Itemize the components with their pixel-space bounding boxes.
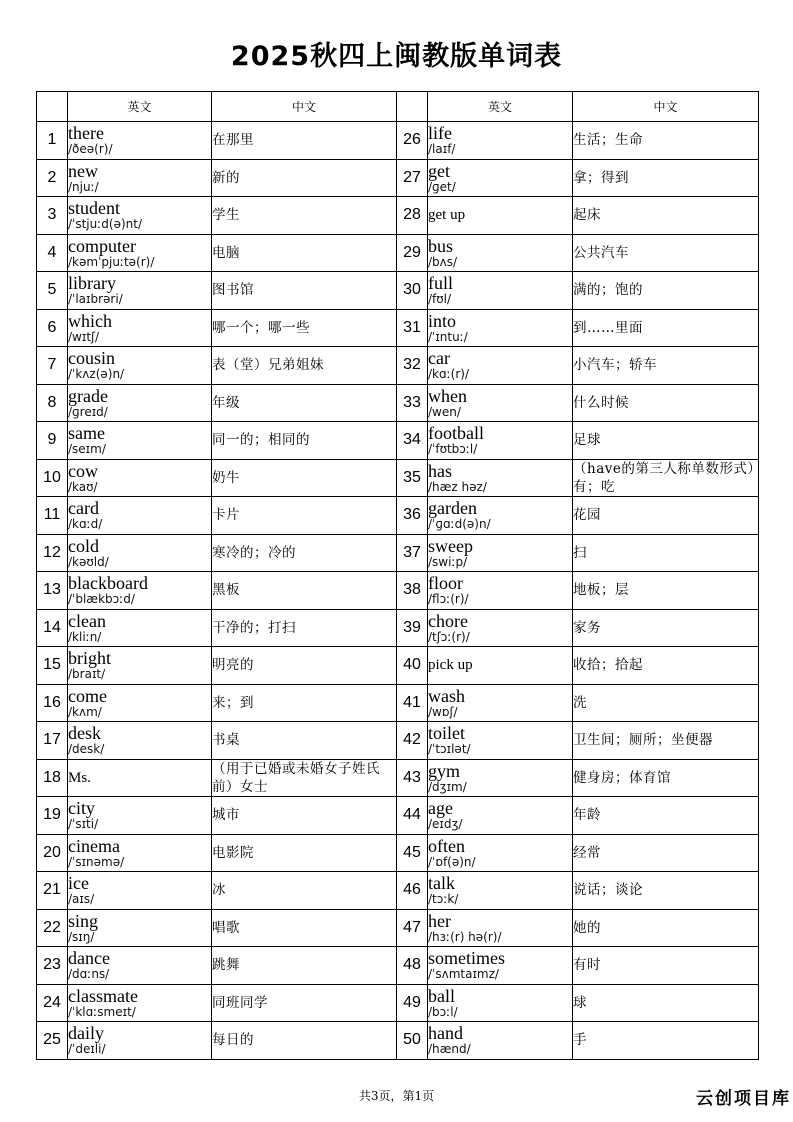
english-word: get up (428, 207, 466, 224)
phonetic: /tʃɔː(r)/ (428, 629, 470, 644)
english-cell (428, 684, 573, 722)
chinese-cell: 城市 (212, 797, 397, 835)
english-cell (68, 722, 212, 760)
english-word: age (428, 798, 453, 819)
row-number: 34 (397, 422, 428, 460)
chinese-cell: 满的；饱的 (573, 272, 759, 310)
english-word: sing (68, 910, 99, 931)
chinese-cell: 她的 (573, 909, 759, 947)
chinese-cell: 小汽车；轿车 (573, 347, 759, 385)
chinese-cell: 图书馆 (212, 272, 397, 310)
chinese-cell: 年级 (212, 384, 397, 422)
row-number: 45 (397, 834, 428, 872)
english-word: cinema (68, 835, 120, 856)
english-word: into (428, 310, 457, 331)
phonetic: /kaʊ/ (68, 479, 98, 494)
english-cell (428, 534, 573, 572)
chinese-cell: 拿；得到 (573, 159, 759, 197)
chinese-cell: 卫生间；厕所；坐便器 (573, 722, 759, 760)
phonetic: /wɪtʃ/ (68, 329, 100, 344)
english-word: floor (428, 573, 463, 594)
english-cell (68, 347, 212, 385)
table-row (37, 909, 759, 947)
chinese-cell: 书桌 (212, 722, 397, 760)
english-word: student (68, 198, 120, 219)
phonetic: /kɑːd/ (68, 517, 103, 532)
english-cell (68, 984, 212, 1022)
header-chinese-right: 中文 (573, 92, 759, 122)
phonetic: /braɪt/ (68, 667, 106, 682)
english-word: often (428, 835, 465, 856)
row-number: 31 (397, 309, 428, 347)
english-word: same (68, 423, 105, 444)
header-num-left (37, 92, 68, 122)
phonetic: /aɪs/ (68, 892, 95, 907)
phonetic: /ɡet/ (428, 179, 456, 194)
phonetic: /swiːp/ (428, 554, 468, 569)
english-cell (68, 422, 212, 460)
english-cell (428, 759, 573, 797)
row-number: 8 (37, 384, 68, 422)
row-number: 1 (37, 122, 68, 160)
row-number: 36 (397, 497, 428, 535)
row-number: 7 (37, 347, 68, 385)
phonetic: /ˈblækbɔːd/ (68, 592, 135, 607)
phonetic: /desk/ (68, 742, 105, 757)
phonetic: /njuː/ (68, 179, 99, 194)
phonetic: /flɔː(r)/ (428, 592, 469, 607)
row-number: 50 (397, 1022, 428, 1060)
row-number: 23 (37, 947, 68, 985)
table-row (37, 647, 759, 685)
row-number: 4 (37, 234, 68, 272)
row-number: 29 (397, 234, 428, 272)
row-number: 33 (397, 384, 428, 422)
phonetic: /ˈsʌmtaɪmz/ (428, 967, 499, 982)
english-cell (428, 234, 573, 272)
row-number: 38 (397, 572, 428, 610)
chinese-cell: 每日的 (212, 1022, 397, 1060)
row-number: 17 (37, 722, 68, 760)
row-number: 14 (37, 609, 68, 647)
english-word: come (68, 685, 107, 706)
header-english-left: 英文 (68, 92, 212, 122)
row-number: 40 (397, 647, 428, 685)
row-number: 3 (37, 197, 68, 235)
english-cell (428, 984, 573, 1022)
table-row (37, 497, 759, 535)
english-word: when (428, 385, 467, 406)
table-row (37, 347, 759, 385)
table-row (37, 759, 759, 797)
row-number: 10 (37, 459, 68, 497)
chinese-cell: 学生 (212, 197, 397, 235)
english-cell (68, 122, 212, 160)
table-row (37, 947, 759, 985)
english-word: there (68, 123, 104, 144)
phonetic: /sɪŋ/ (68, 929, 95, 944)
english-word: has (428, 460, 452, 481)
english-word: life (428, 123, 452, 144)
english-word: dance (68, 948, 110, 969)
english-word: desk (68, 723, 101, 744)
phonetic: /ˈsɪti/ (68, 817, 99, 832)
english-cell (428, 872, 573, 910)
row-number: 32 (397, 347, 428, 385)
english-cell (68, 309, 212, 347)
english-word: her (428, 910, 451, 931)
english-cell (68, 797, 212, 835)
table-row (37, 872, 759, 910)
table-row (37, 572, 759, 610)
row-number: 48 (397, 947, 428, 985)
chinese-cell: 电影院 (212, 834, 397, 872)
row-number: 27 (397, 159, 428, 197)
chinese-cell: （have的第三人称单数形式）有；吃 (573, 459, 759, 497)
chinese-cell: 球 (573, 984, 759, 1022)
chinese-cell: （用于已婚或未婚女子姓氏前）女士 (212, 759, 397, 797)
english-cell (68, 872, 212, 910)
english-cell (68, 497, 212, 535)
row-number: 15 (37, 647, 68, 685)
table-row (37, 384, 759, 422)
phonetic: /ˈstjuːd(ə)nt/ (68, 217, 142, 232)
chinese-cell: 电脑 (212, 234, 397, 272)
row-number: 13 (37, 572, 68, 610)
table-row (37, 272, 759, 310)
english-cell (68, 534, 212, 572)
english-cell (68, 609, 212, 647)
chinese-cell: 唱歌 (212, 909, 397, 947)
chinese-cell: 寒冷的；冷的 (212, 534, 397, 572)
row-number: 19 (37, 797, 68, 835)
english-cell (428, 947, 573, 985)
row-number: 26 (397, 122, 428, 160)
chinese-cell: 哪一个；哪一些 (212, 309, 397, 347)
english-cell (428, 422, 573, 460)
english-cell (68, 834, 212, 872)
english-cell (68, 684, 212, 722)
english-word: car (428, 348, 450, 369)
header-chinese-left: 中文 (212, 92, 397, 122)
english-cell (68, 909, 212, 947)
header-english-right: 英文 (428, 92, 573, 122)
english-word: garden (428, 498, 477, 519)
chinese-cell: 足球 (573, 422, 759, 460)
english-cell (428, 347, 573, 385)
phonetic: /bʌs/ (428, 254, 458, 269)
row-number: 35 (397, 459, 428, 497)
table-row (37, 122, 759, 160)
english-cell (428, 309, 573, 347)
english-word: ice (68, 873, 89, 894)
english-cell (68, 384, 212, 422)
english-word: computer (68, 235, 136, 256)
phonetic: /hɜː(r) hə(r)/ (428, 929, 502, 944)
english-word: daily (68, 1023, 104, 1044)
english-word: which (68, 310, 112, 331)
english-cell (428, 272, 573, 310)
english-cell (68, 159, 212, 197)
table-row (37, 984, 759, 1022)
chinese-cell: 奶牛 (212, 459, 397, 497)
chinese-cell: 跳舞 (212, 947, 397, 985)
phonetic: /kʌm/ (68, 704, 102, 719)
english-word: talk (428, 873, 455, 894)
phonetic: /ˈklɑːsmeɪt/ (68, 1004, 136, 1019)
english-cell (428, 122, 573, 160)
table-row (37, 609, 759, 647)
chinese-cell: 同一的；相同的 (212, 422, 397, 460)
english-cell (428, 797, 573, 835)
row-number: 41 (397, 684, 428, 722)
table-row (37, 722, 759, 760)
english-word: city (68, 798, 95, 819)
english-cell (428, 572, 573, 610)
row-number: 46 (397, 872, 428, 910)
chinese-cell: 收拾；拾起 (573, 647, 759, 685)
phonetic: /laɪf/ (428, 142, 456, 157)
row-number: 20 (37, 834, 68, 872)
english-cell (68, 1022, 212, 1060)
phonetic: /ˈdeɪli/ (68, 1042, 106, 1057)
english-word: ball (428, 985, 455, 1006)
english-word: library (68, 273, 116, 294)
english-word: cow (68, 460, 98, 481)
row-number: 6 (37, 309, 68, 347)
table-header-row (37, 92, 759, 122)
english-cell (68, 572, 212, 610)
chinese-cell: 表（堂）兄弟姐妹 (212, 347, 397, 385)
english-cell (428, 909, 573, 947)
phonetic: /hæz həz/ (428, 479, 487, 494)
row-number: 24 (37, 984, 68, 1022)
vocabulary-table (36, 91, 759, 1060)
english-word: gym (428, 760, 461, 781)
phonetic: /ˈlaɪbrəri/ (68, 292, 123, 307)
english-word: football (428, 423, 484, 444)
phonetic: /ˈɒf(ə)n/ (428, 854, 476, 869)
chinese-cell: 来；到 (212, 684, 397, 722)
english-word: clean (68, 610, 106, 631)
english-word: grade (68, 385, 108, 406)
table-row (37, 422, 759, 460)
row-number: 49 (397, 984, 428, 1022)
table-row (37, 459, 759, 497)
phonetic: /bɔːl/ (428, 1004, 458, 1019)
chinese-cell: 公共汽车 (573, 234, 759, 272)
chinese-cell: 说话；谈论 (573, 872, 759, 910)
english-cell (428, 609, 573, 647)
chinese-cell: 到……里面 (573, 309, 759, 347)
table-row (37, 309, 759, 347)
english-word: bright (68, 648, 111, 669)
english-word: card (68, 498, 99, 519)
english-word: get (428, 160, 450, 181)
english-word: wash (428, 685, 465, 706)
row-number: 2 (37, 159, 68, 197)
english-word: full (428, 273, 453, 294)
english-word: chore (428, 610, 468, 631)
english-word: cousin (68, 348, 115, 369)
chinese-cell: 新的 (212, 159, 397, 197)
chinese-cell: 家务 (573, 609, 759, 647)
chinese-cell: 黑板 (212, 572, 397, 610)
chinese-cell: 手 (573, 1022, 759, 1060)
chinese-cell: 冰 (212, 872, 397, 910)
english-word: toilet (428, 723, 465, 744)
row-number: 25 (37, 1022, 68, 1060)
row-number: 5 (37, 272, 68, 310)
english-cell (68, 272, 212, 310)
chinese-cell: 花园 (573, 497, 759, 535)
english-cell (428, 834, 573, 872)
english-cell (68, 759, 212, 797)
phonetic: /wɒʃ/ (428, 704, 458, 719)
chinese-cell: 扫 (573, 534, 759, 572)
table-row (37, 197, 759, 235)
phonetic: /seɪm/ (68, 442, 106, 457)
phonetic: /kɑː(r)/ (428, 367, 469, 382)
english-cell (68, 234, 212, 272)
phonetic: /hænd/ (428, 1042, 471, 1057)
english-word: hand (428, 1023, 463, 1044)
phonetic: /tɔːk/ (428, 892, 459, 907)
english-word: sweep (428, 535, 473, 556)
phonetic: /ˈɪntuː/ (428, 329, 468, 344)
phonetic: /fʊl/ (428, 292, 452, 307)
english-cell (428, 459, 573, 497)
english-cell (428, 647, 573, 685)
english-word: cold (68, 535, 99, 556)
brand-watermark: 云创项目库 (696, 1089, 791, 1109)
english-word: bus (428, 235, 454, 256)
table-row (37, 1022, 759, 1060)
row-number: 22 (37, 909, 68, 947)
english-word: Ms. (68, 769, 91, 786)
phonetic: /ðeə(r)/ (68, 142, 113, 157)
row-number: 44 (397, 797, 428, 835)
english-cell (428, 497, 573, 535)
phonetic: /ˈsɪnəmə/ (68, 854, 125, 869)
row-number: 21 (37, 872, 68, 910)
chinese-cell: 干净的；打扫 (212, 609, 397, 647)
table-row (37, 797, 759, 835)
phonetic: /dʒɪm/ (428, 779, 467, 794)
english-word: pick up (428, 657, 473, 674)
chinese-cell: 明亮的 (212, 647, 397, 685)
page-title: 2025秋四上闽教版单词表 (230, 41, 563, 72)
phonetic: /kliːn/ (68, 629, 102, 644)
phonetic: /kəʊld/ (68, 554, 109, 569)
english-word: new (68, 160, 98, 181)
english-cell (68, 459, 212, 497)
phonetic: /wen/ (428, 404, 461, 419)
row-number: 12 (37, 534, 68, 572)
english-cell (68, 197, 212, 235)
chinese-cell: 有时 (573, 947, 759, 985)
english-word: classmate (68, 985, 138, 1006)
page-number: 共3页，第1页 (358, 1089, 435, 1103)
chinese-cell: 地板；层 (573, 572, 759, 610)
phonetic: /kəmˈpjuːtə(r)/ (68, 254, 155, 269)
table-row (37, 159, 759, 197)
chinese-cell: 在那里 (212, 122, 397, 160)
row-number: 42 (397, 722, 428, 760)
row-number: 16 (37, 684, 68, 722)
header-num-right (397, 92, 428, 122)
chinese-cell: 什么时候 (573, 384, 759, 422)
table-row (37, 834, 759, 872)
english-cell (68, 647, 212, 685)
english-cell (428, 159, 573, 197)
row-number: 11 (37, 497, 68, 535)
chinese-cell: 生活；生命 (573, 122, 759, 160)
phonetic: /ˈkʌz(ə)n/ (68, 367, 125, 382)
chinese-cell: 健身房；体育馆 (573, 759, 759, 797)
english-cell (428, 722, 573, 760)
phonetic: /ˈɡɑːd(ə)n/ (428, 517, 491, 532)
row-number: 37 (397, 534, 428, 572)
table-row (37, 234, 759, 272)
row-number: 47 (397, 909, 428, 947)
phonetic: /dɑːns/ (68, 967, 110, 982)
english-cell (428, 197, 573, 235)
chinese-cell: 同班同学 (212, 984, 397, 1022)
chinese-cell: 年龄 (573, 797, 759, 835)
table-row (37, 684, 759, 722)
row-number: 9 (37, 422, 68, 460)
phonetic: /ˈtɔɪlət/ (428, 742, 471, 757)
phonetic: /ɡreɪd/ (68, 404, 108, 419)
english-cell (68, 947, 212, 985)
row-number: 30 (397, 272, 428, 310)
chinese-cell: 经常 (573, 834, 759, 872)
chinese-cell: 洗 (573, 684, 759, 722)
english-word: blackboard (68, 573, 148, 594)
phonetic: /eɪdʒ/ (428, 817, 463, 832)
english-word: sometimes (428, 948, 505, 969)
chinese-cell: 卡片 (212, 497, 397, 535)
chinese-cell: 起床 (573, 197, 759, 235)
english-cell (428, 1022, 573, 1060)
table-row (37, 534, 759, 572)
row-number: 43 (397, 759, 428, 797)
row-number: 39 (397, 609, 428, 647)
row-number: 28 (397, 197, 428, 235)
english-cell (428, 384, 573, 422)
phonetic: /ˈfʊtbɔːl/ (428, 442, 478, 457)
row-number: 18 (37, 759, 68, 797)
